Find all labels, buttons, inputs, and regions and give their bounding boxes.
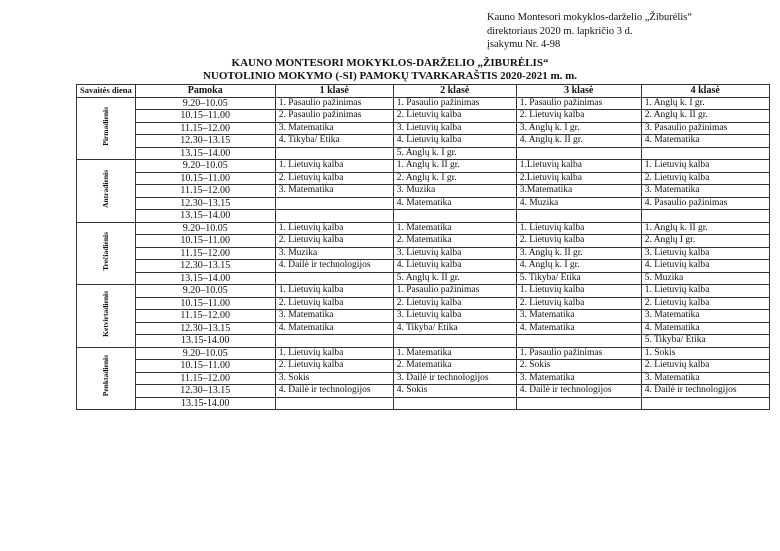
class-2-subject: 5. Anglų k. I gr. <box>393 147 516 160</box>
class-1-subject <box>275 147 393 160</box>
class-1-subject: 2. Pasaulio pažinimas <box>275 110 393 123</box>
lesson-time: 10.15–11.00 <box>135 235 275 248</box>
approval-line-1: Kauno Montesori mokyklos-darželio „Žiburėlis“ <box>487 12 692 23</box>
day-label: Pirmadienis <box>101 106 111 146</box>
lesson-time: 12.30–13.15 <box>135 135 275 148</box>
class-4-subject: 4. Lietuvių kalba <box>641 260 769 273</box>
class-3-subject <box>516 147 641 160</box>
class-2-subject: 4. Lietuvių kalba <box>393 260 516 273</box>
approval-line-2: direktoriaus 2020 m. lapkričio 3 d. <box>487 25 633 37</box>
class-1-subject <box>275 197 393 210</box>
lesson-time: 9.20–10.05 <box>135 160 275 173</box>
lesson-time: 13.15-14.00 <box>135 335 275 348</box>
class-3-subject: 2.Lietuvių kalba <box>516 172 641 185</box>
header-lesson: Pamoka <box>135 85 275 98</box>
class-2-subject: 4. Šokis <box>393 385 516 398</box>
class-3-subject: 2. Šokis <box>516 360 641 373</box>
table-row <box>77 197 770 210</box>
class-4-subject: 4. Pasaulio pažinimas <box>641 197 769 210</box>
class-4-subject: 5. Muzika <box>641 272 769 285</box>
class-2-subject <box>393 397 516 410</box>
class-1-subject <box>275 272 393 285</box>
class-2-subject: 2. Matematika <box>393 235 516 248</box>
class-1-subject: 2. Lietuvių kalba <box>275 172 393 185</box>
class-4-subject: 5. Tikyba/ Etika <box>641 335 769 348</box>
lesson-time: 10.15–11.00 <box>135 360 275 373</box>
lesson-time: 11.15–12.00 <box>135 310 275 323</box>
class-2-subject <box>393 210 516 223</box>
day-label: Antradienis <box>101 169 111 208</box>
class-4-subject: 4. Matematika <box>641 322 769 335</box>
table-row <box>77 247 770 260</box>
day-label: Ketvirtadienis <box>101 290 111 337</box>
lesson-time: 11.15–12.00 <box>135 122 275 135</box>
class-1-subject: 2. Lietuvių kalba <box>275 235 393 248</box>
lesson-time: 12.30–13.15 <box>135 197 275 210</box>
header-class-4: 4 klasė <box>641 85 769 98</box>
class-1-subject: 4. Dailė ir technologijos <box>275 260 393 273</box>
class-3-subject: 4. Matematika <box>516 322 641 335</box>
lesson-time: 10.15–11.00 <box>135 110 275 123</box>
class-2-subject: 3. Dailė ir technologijos <box>393 372 516 385</box>
class-2-subject: 2. Lietuvių kalba <box>393 110 516 123</box>
class-2-subject: 1. Pasaulio pažinimas <box>393 97 516 110</box>
class-3-subject: 1. Lietuvių kalba <box>516 222 641 235</box>
class-1-subject: 3. Matematika <box>275 185 393 198</box>
day-label: Penktadienis <box>101 355 111 397</box>
day-cell <box>77 347 136 410</box>
class-3-subject: 2. Lietuvių kalba <box>516 297 641 310</box>
class-3-subject: 1. Lietuvių kalba <box>516 285 641 298</box>
table-row <box>77 147 770 160</box>
class-4-subject: 2. Lietuvių kalba <box>641 360 769 373</box>
class-4-subject: 3. Pasaulio pažinimas <box>641 122 769 135</box>
lesson-time: 11.15–12.00 <box>135 247 275 260</box>
class-2-subject: 3. Muzika <box>393 185 516 198</box>
table-row <box>77 272 770 285</box>
approval-note <box>487 11 692 52</box>
class-2-subject: 4. Lietuvių kalba <box>393 135 516 148</box>
class-3-subject <box>516 210 641 223</box>
class-1-subject: 4. Matematika <box>275 322 393 335</box>
class-4-subject: 3. Matematika <box>641 310 769 323</box>
table-row <box>77 260 770 273</box>
table-row <box>77 210 770 223</box>
class-3-subject: 5. Tikyba/ Etika <box>516 272 641 285</box>
class-4-subject: 2. Anglų I gr. <box>641 235 769 248</box>
title-line-2: NUOTOLINIO MOKYMO (-SI) PAMOKŲ TVARKARAŠTIS 2020-2021 m. m. <box>202 69 578 82</box>
class-1-subject: 4. Dailė ir technologijos <box>275 385 393 398</box>
class-2-subject <box>393 335 516 348</box>
table-row <box>77 385 770 398</box>
class-1-subject: 3. Šokis <box>275 372 393 385</box>
class-3-subject: 4. Dailė ir technologijos <box>516 385 641 398</box>
header-row <box>77 85 770 98</box>
class-1-subject: 4. Tikyba/ Etika <box>275 135 393 148</box>
class-2-subject: 1. Matematika <box>393 222 516 235</box>
header-day: Savaitės diena <box>77 85 136 98</box>
class-2-subject: 2. Lietuvių kalba <box>393 297 516 310</box>
class-1-subject <box>275 397 393 410</box>
class-3-subject: 3.Matematika <box>516 185 641 198</box>
class-3-subject: 3. Matematika <box>516 372 641 385</box>
class-1-subject: 2. Lietuvių kalba <box>275 297 393 310</box>
class-1-subject: 1. Lietuvių kalba <box>275 222 393 235</box>
lesson-time: 9.20–10.05 <box>135 222 275 235</box>
class-4-subject: 3. Matematika <box>641 185 769 198</box>
class-2-subject: 3. Lietuvių kalba <box>393 310 516 323</box>
table-row <box>77 172 770 185</box>
table-row <box>77 297 770 310</box>
lesson-time: 9.20–10.05 <box>135 97 275 110</box>
class-2-subject: 5. Anglų k. II gr. <box>393 272 516 285</box>
table-row <box>77 97 770 110</box>
header-class-3: 3 klasė <box>516 85 641 98</box>
class-2-subject: 2. Anglų k. I gr. <box>393 172 516 185</box>
class-1-subject: 3. Matematika <box>275 122 393 135</box>
class-2-subject: 1. Pasaulio pažinimas <box>393 285 516 298</box>
lesson-time: 13.15–14.00 <box>135 147 275 160</box>
lesson-time: 11.15–12.00 <box>135 372 275 385</box>
lesson-time: 12.30–13.15 <box>135 385 275 398</box>
table-row <box>77 322 770 335</box>
class-4-subject: 2. Anglų k. II gr. <box>641 110 769 123</box>
class-4-subject: 4. Matematika <box>641 135 769 148</box>
class-4-subject: 1. Anglų k. I gr. <box>641 97 769 110</box>
table-row <box>77 122 770 135</box>
lesson-time: 13.15–14.00 <box>135 272 275 285</box>
class-4-subject: 3. Matematika <box>641 372 769 385</box>
class-2-subject: 4. Matematika <box>393 197 516 210</box>
class-1-subject: 1. Lietuvių kalba <box>275 285 393 298</box>
class-4-subject <box>641 147 769 160</box>
class-4-subject: 1. Anglų k. II gr. <box>641 222 769 235</box>
class-3-subject: 1.Lietuvių kalba <box>516 160 641 173</box>
class-3-subject: 1. Pasaulio pažinimas <box>516 347 641 360</box>
schedule-table <box>76 84 770 410</box>
class-4-subject: 2. Lietuvių kalba <box>641 297 769 310</box>
class-2-subject: 3. Lietuvių kalba <box>393 247 516 260</box>
lesson-time: 12.30–13.15 <box>135 322 275 335</box>
class-3-subject: 2. Lietuvių kalba <box>516 235 641 248</box>
class-4-subject: 1. Lietuvių kalba <box>641 285 769 298</box>
day-label: Trečiadienis <box>101 231 111 271</box>
class-3-subject: 3. Anglų k. II gr. <box>516 247 641 260</box>
table-row <box>77 335 770 348</box>
schedule-body <box>77 97 770 410</box>
table-row <box>77 185 770 198</box>
class-2-subject: 1. Matematika <box>393 347 516 360</box>
class-2-subject: 2. Matematika <box>393 360 516 373</box>
table-row <box>77 397 770 410</box>
header-class-1: 1 klasė <box>275 85 393 98</box>
table-row <box>77 235 770 248</box>
table-row <box>77 372 770 385</box>
class-1-subject <box>275 335 393 348</box>
class-3-subject: 3. Matematika <box>516 310 641 323</box>
lesson-time: 10.15–11.00 <box>135 297 275 310</box>
class-3-subject: 4. Anglų k. II gr. <box>516 135 641 148</box>
class-1-subject: 2. Lietuvių kalba <box>275 360 393 373</box>
approval-line-3: įsakymu Nr. 4-98 <box>487 39 561 50</box>
class-1-subject: 1. Lietuvių kalba <box>275 347 393 360</box>
day-cell <box>77 160 136 223</box>
class-1-subject <box>275 210 393 223</box>
table-row <box>77 135 770 148</box>
class-3-subject: 3. Anglų k. I gr. <box>516 122 641 135</box>
table-row <box>77 347 770 360</box>
class-4-subject <box>641 210 769 223</box>
document-title <box>0 57 780 82</box>
title-line-1: KAUNO MONTESORI MOKYKLOS-DARŽELIO „ŽIBURĖLIS“ <box>231 57 549 69</box>
class-2-subject: 4. Tikyba/ Etika <box>393 322 516 335</box>
table-row <box>77 160 770 173</box>
day-cell <box>77 285 136 348</box>
lesson-time: 12.30–13.15 <box>135 260 275 273</box>
day-cell <box>77 222 136 285</box>
class-4-subject: 2. Lietuvių kalba <box>641 172 769 185</box>
table-row <box>77 285 770 298</box>
class-2-subject: 1. Anglų k. II gr. <box>393 160 516 173</box>
class-1-subject: 3. Matematika <box>275 310 393 323</box>
header-class-2: 2 klasė <box>393 85 516 98</box>
class-1-subject: 3. Muzika <box>275 247 393 260</box>
class-3-subject: 1. Pasaulio pažinimas <box>516 97 641 110</box>
table-row <box>77 360 770 373</box>
class-3-subject <box>516 335 641 348</box>
table-row <box>77 222 770 235</box>
lesson-time: 13.15-14.00 <box>135 397 275 410</box>
class-4-subject: 1. Šokis <box>641 347 769 360</box>
table-row <box>77 310 770 323</box>
class-1-subject: 1. Lietuvių kalba <box>275 160 393 173</box>
lesson-time: 11.15–12.00 <box>135 185 275 198</box>
class-4-subject: 4. Dailė ir technologijos <box>641 385 769 398</box>
lesson-time: 10.15–11.00 <box>135 172 275 185</box>
class-3-subject <box>516 397 641 410</box>
day-cell <box>77 97 136 160</box>
lesson-time: 9.20–10.05 <box>135 285 275 298</box>
class-3-subject: 4. Anglų k. I gr. <box>516 260 641 273</box>
class-2-subject: 3. Lietuvių kalba <box>393 122 516 135</box>
class-4-subject: 1. Lietuvių kalba <box>641 160 769 173</box>
class-1-subject: 1. Pasaulio pažinimas <box>275 97 393 110</box>
lesson-time: 13.15–14.00 <box>135 210 275 223</box>
lesson-time: 9.20–10.05 <box>135 347 275 360</box>
class-3-subject: 4. Muzika <box>516 197 641 210</box>
class-4-subject <box>641 397 769 410</box>
class-4-subject: 3. Lietuvių kalba <box>641 247 769 260</box>
class-3-subject: 2. Lietuvių kalba <box>516 110 641 123</box>
table-row <box>77 110 770 123</box>
